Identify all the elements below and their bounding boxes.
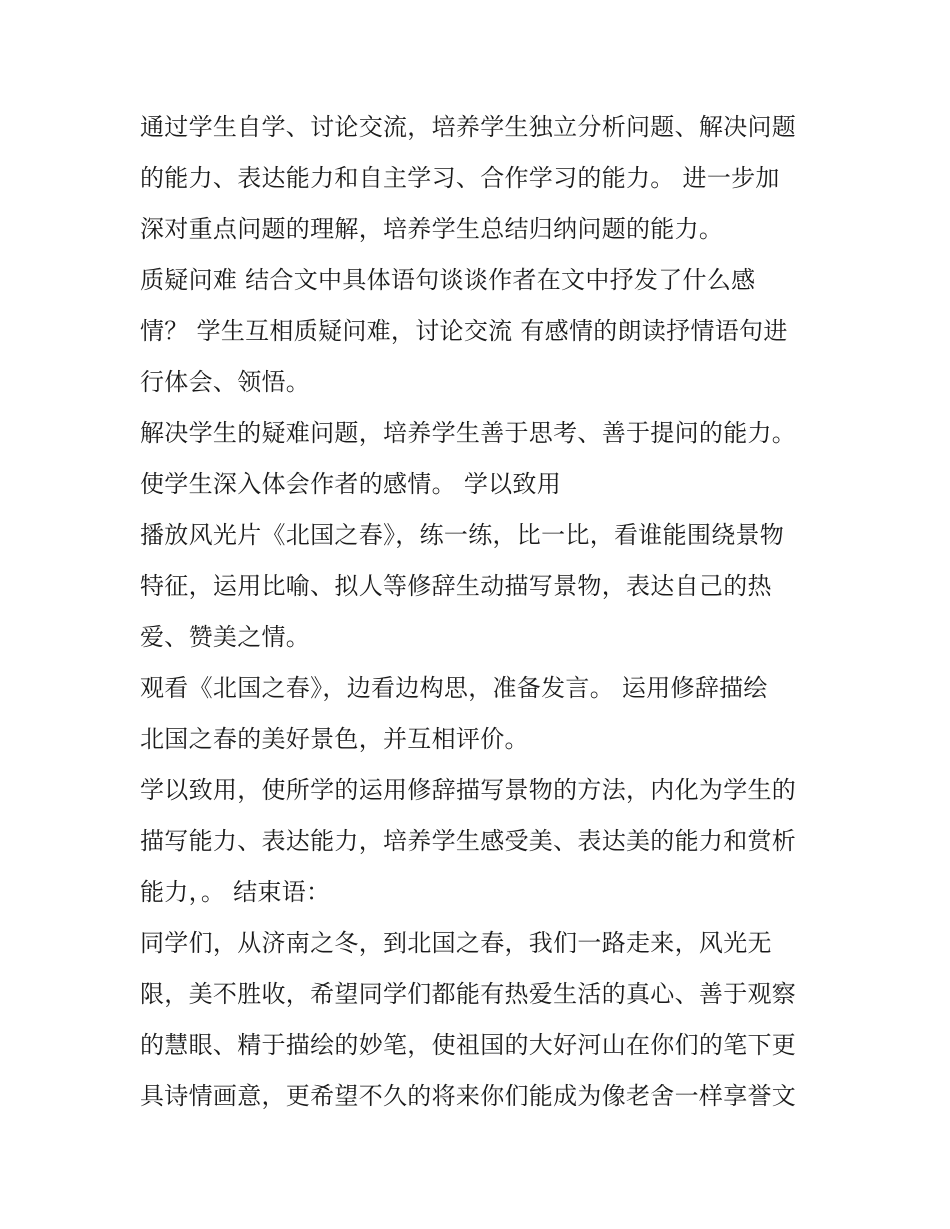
text-line: 特征，运用比喻、拟人等修辞生动描写景物，表达自己的热 [140, 572, 772, 600]
text-line: 爱、赞美之情。 [140, 623, 311, 651]
text-line: 深对重点问题的理解，培养学生总结归纳问题的能力。 [140, 215, 724, 243]
text-line: 行体会、领悟。 [140, 368, 311, 396]
text-line: 学以致用，使所学的运用修辞描写景物的方法，内化为学生的 [140, 776, 797, 804]
text-line: 北国之春的美好景色，并互相评价。 [140, 725, 529, 753]
text-line: 情？ 学生互相质疑问难，讨论交流 有感情的朗读抒情语句进 [140, 317, 788, 345]
text-line: 观看《北国之春》，边看边构思，准备发言。 运用修辞描绘 [140, 674, 768, 702]
text-line: 的能力、表达能力和自主学习、合作学习的能力。 进一步加 [140, 164, 780, 192]
text-line: 能力，。 结束语： [140, 878, 331, 906]
text-line: 播放风光片《北国之春》，练一练，比一比，看谁能围绕景物 [140, 521, 785, 549]
text-line: 通过学生自学、讨论交流，培养学生独立分析问题、解决问题 [140, 113, 797, 141]
text-line: 解决学生的疑难问题，培养学生善于思考、善于提问的能力。 [140, 419, 797, 447]
text-line: 使学生深入体会作者的感情。 学以致用 [140, 470, 562, 498]
text-line: 质疑问难 结合文中具体语句谈谈作者在文中抒发了什么感 [140, 266, 756, 294]
text-line: 限，美不胜收，希望同学们都能有热爱生活的真心、善于观察 [140, 980, 797, 1008]
text-line: 的慧眼、精于描绘的妙笔，使祖国的大好河山在你们的笔下更 [140, 1031, 797, 1059]
document-body [140, 102, 820, 1122]
text-line: 具诗情画意，更希望不久的将来你们能成为像老舍一样享誉文 [140, 1082, 797, 1110]
text-line: 同学们，从济南之冬，到北国之春，我们一路走来，风光无 [140, 929, 772, 957]
text-line: 描写能力、表达能力，培养学生感受美、表达美的能力和赏析 [140, 827, 797, 855]
